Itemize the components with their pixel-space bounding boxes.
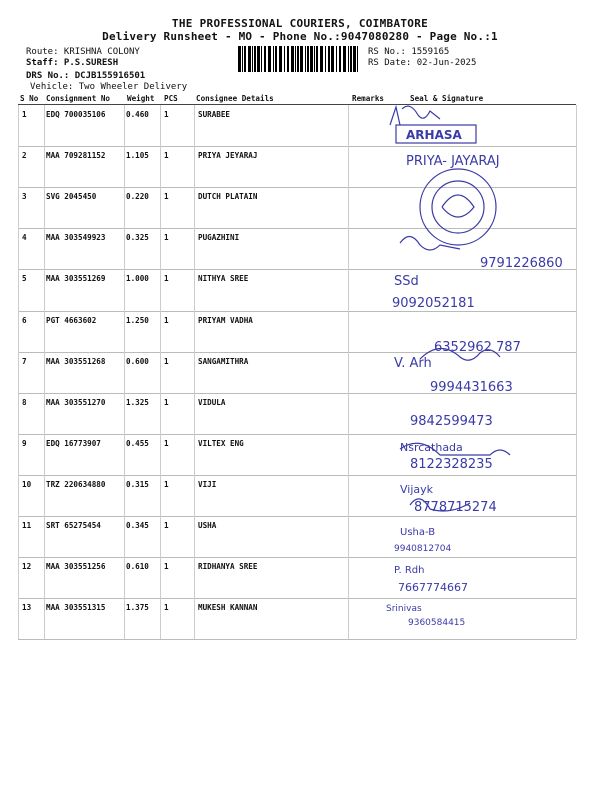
barcode-bar <box>350 46 352 72</box>
signature-scribble <box>400 236 460 250</box>
company-title: THE PROFESSIONAL COURIERS, COIMBATORE <box>171 17 429 30</box>
barcode-bar <box>238 46 241 72</box>
column-divider <box>160 105 161 639</box>
row-sno: 12 <box>22 562 32 571</box>
row-sno: 10 <box>22 480 32 489</box>
route-label: Route: KRISHNA COLONY <box>26 47 140 57</box>
column-divider <box>124 105 125 639</box>
row-weight: 0.345 <box>126 521 149 530</box>
row-consignee: SURABEE <box>198 110 231 119</box>
seal-scribble <box>442 195 474 217</box>
row-consignee: MUKESH KANNAN <box>198 603 258 612</box>
seal-inner-circle <box>432 181 484 233</box>
row-consignment: MAA 303551315 <box>46 603 106 612</box>
row-sno: 13 <box>22 603 32 612</box>
row-consignment: MAA 303551256 <box>46 562 106 571</box>
barcode-bar <box>357 46 358 72</box>
handwriting-18: 9360584415 <box>408 618 466 628</box>
row-sno: 4 <box>22 233 27 242</box>
row-consignment: MAA 303549923 <box>46 233 106 242</box>
barcode-bar <box>273 46 274 72</box>
row-weight: 0.610 <box>126 562 149 571</box>
row-consignee: RIDHANYA SREE <box>198 562 258 571</box>
rs-number: RS No.: 1559165 <box>368 47 450 57</box>
row-consignment: MAA 303551269 <box>46 274 106 283</box>
barcode-bar <box>300 46 303 72</box>
handwriting-2: 9791226860 <box>480 256 563 271</box>
row-pcs: 1 <box>164 316 169 325</box>
row-consignment: EDQ 16773907 <box>46 439 101 448</box>
handwriting-16: 7667774667 <box>398 581 468 594</box>
row-consignment: EDQ 700035106 <box>46 110 106 119</box>
barcode-bar <box>264 46 266 72</box>
rs-date: RS Date: 02-Jun-2025 <box>368 58 477 68</box>
barcode-bar <box>348 46 349 72</box>
barcode-bar <box>320 46 323 72</box>
row-consignee: NITHYA SREE <box>198 274 249 283</box>
row-pcs: 1 <box>164 562 169 571</box>
row-weight: 1.375 <box>126 603 149 612</box>
runsheet-subtitle: Delivery Runsheet - MO - Phone No.:9047080280 - Page No.:1 <box>102 30 498 43</box>
row-pcs: 1 <box>164 233 169 242</box>
row-sno: 8 <box>22 398 27 407</box>
row-weight: 1.325 <box>126 398 149 407</box>
row-sno: 7 <box>22 357 27 366</box>
handwriting-6: V. Arh <box>394 356 432 371</box>
row-weight: 1.000 <box>126 274 149 283</box>
col-signature: Seal & Signature <box>410 94 484 103</box>
row-weight: 0.460 <box>126 110 149 119</box>
row-sno: 1 <box>22 110 27 119</box>
barcode-bar <box>275 46 277 72</box>
barcode-bar <box>279 46 282 72</box>
row-consignee: VILTEX ENG <box>198 439 244 448</box>
handwriting-15: P. Rdh <box>394 565 425 576</box>
col-sno: S No <box>20 94 39 103</box>
barcode-bar <box>325 46 326 72</box>
barcode-bar <box>305 46 306 72</box>
handwriting-8: 9842599473 <box>410 414 493 429</box>
col-weight: Weight <box>127 94 155 103</box>
column-divider <box>44 105 45 639</box>
column-divider <box>18 105 19 639</box>
row-consignee: PUGAZHINI <box>198 233 240 242</box>
row-pcs: 1 <box>164 521 169 530</box>
barcode-bar <box>242 46 243 72</box>
barcode-bar <box>244 46 246 72</box>
row-sno: 6 <box>22 316 27 325</box>
handwriting-10: 8122328235 <box>410 457 493 472</box>
row-weight: 0.455 <box>126 439 149 448</box>
staff-label: Staff: P.S.SURESH <box>26 58 119 68</box>
row-consignment: MAA 303551268 <box>46 357 106 366</box>
row-sno: 2 <box>22 151 27 160</box>
drs-label: DRS No.: DCJB155916501 <box>26 71 146 81</box>
row-pcs: 1 <box>164 603 169 612</box>
col-consignment: Consignment No <box>46 94 111 103</box>
row-pcs: 1 <box>164 151 169 160</box>
column-divider <box>194 105 195 639</box>
signature-scribble <box>390 106 440 125</box>
row-consignee: USHA <box>198 521 217 530</box>
row-pcs: 1 <box>164 439 169 448</box>
barcode-bar <box>287 46 289 72</box>
handwriting-7: 9994431663 <box>430 380 513 395</box>
handwriting-9: Nsrcathada <box>400 441 463 454</box>
barcode-bar <box>316 46 318 72</box>
row-consignment: SRT 65275454 <box>46 521 101 530</box>
handwriting-3: SSd <box>394 274 419 289</box>
row-consignee: VIJI <box>198 480 217 489</box>
handwriting-13: Usha-B <box>400 527 436 538</box>
row-consignment: TRZ 220634880 <box>46 480 106 489</box>
barcode-bar <box>343 46 346 72</box>
handwriting-11: Vijayk <box>400 483 434 496</box>
row-weight: 0.315 <box>126 480 149 489</box>
row-weight: 0.220 <box>126 192 149 201</box>
row-consignment: MAA 709281152 <box>46 151 106 160</box>
row-weight: 0.600 <box>126 357 149 366</box>
barcode-image <box>238 46 360 72</box>
row-pcs: 1 <box>164 110 169 119</box>
barcode-bar <box>339 46 341 72</box>
stamp-text: ARHASA <box>406 128 462 142</box>
barcode-bar <box>353 46 356 72</box>
barcode-bar <box>268 46 271 72</box>
barcode-bar <box>331 46 334 72</box>
barcode-bar <box>307 46 309 72</box>
barcode-bar <box>261 46 262 72</box>
barcode-bar <box>291 46 294 72</box>
row-consignee: SANGAMITHRA <box>198 357 249 366</box>
col-pcs: PCS <box>164 94 178 103</box>
row-weight: 1.105 <box>126 151 149 160</box>
barcode-bar <box>314 46 315 72</box>
handwriting-5: 6352962 787 <box>434 340 521 355</box>
handwriting-17: Srinivas <box>386 604 422 614</box>
seal-circle <box>420 169 496 245</box>
row-consignment: PGT 4663602 <box>46 316 97 325</box>
row-pcs: 1 <box>164 357 169 366</box>
barcode-bar <box>254 46 256 72</box>
row-sno: 3 <box>22 192 27 201</box>
col-remarks: Remarks <box>352 94 385 103</box>
row-consignee: DUTCH PLATAIN <box>198 192 258 201</box>
row-consignment: MAA 303551270 <box>46 398 106 407</box>
row-pcs: 1 <box>164 480 169 489</box>
barcode-bar <box>310 46 313 72</box>
barcode-bar <box>336 46 337 72</box>
barcode-bar <box>328 46 330 72</box>
row-consignment: SVG 2045450 <box>46 192 97 201</box>
barcode-bar <box>295 46 296 72</box>
handwriting-1: PRIYA- JAYARAJ <box>406 154 500 169</box>
barcode-bar <box>284 46 285 72</box>
row-consignee: PRIYA JEYARAJ <box>198 151 258 160</box>
row-pcs: 1 <box>164 192 169 201</box>
handwriting-12: 8778715274 <box>414 500 497 515</box>
barcode-bar <box>257 46 260 72</box>
barcode-bar <box>248 46 251 72</box>
handwriting-4: 9092052181 <box>392 296 475 311</box>
vehicle-label: Vehicle: Two Wheeler Delivery <box>30 82 188 92</box>
row-pcs: 1 <box>164 274 169 283</box>
row-sno: 9 <box>22 439 27 448</box>
row-sno: 11 <box>22 521 32 530</box>
row-consignee: PRIYAM VADHA <box>198 316 253 325</box>
barcode-bar <box>252 46 253 72</box>
row-pcs: 1 <box>164 398 169 407</box>
col-consignee: Consignee Details <box>196 94 274 103</box>
row-consignee: VIDULA <box>198 398 226 407</box>
row-weight: 0.325 <box>126 233 149 242</box>
barcode-bar <box>297 46 299 72</box>
handwriting-14: 9940812704 <box>394 544 452 554</box>
row-weight: 1.250 <box>126 316 149 325</box>
row-sno: 5 <box>22 274 27 283</box>
column-divider <box>348 105 349 639</box>
signature-overlay <box>380 95 600 655</box>
